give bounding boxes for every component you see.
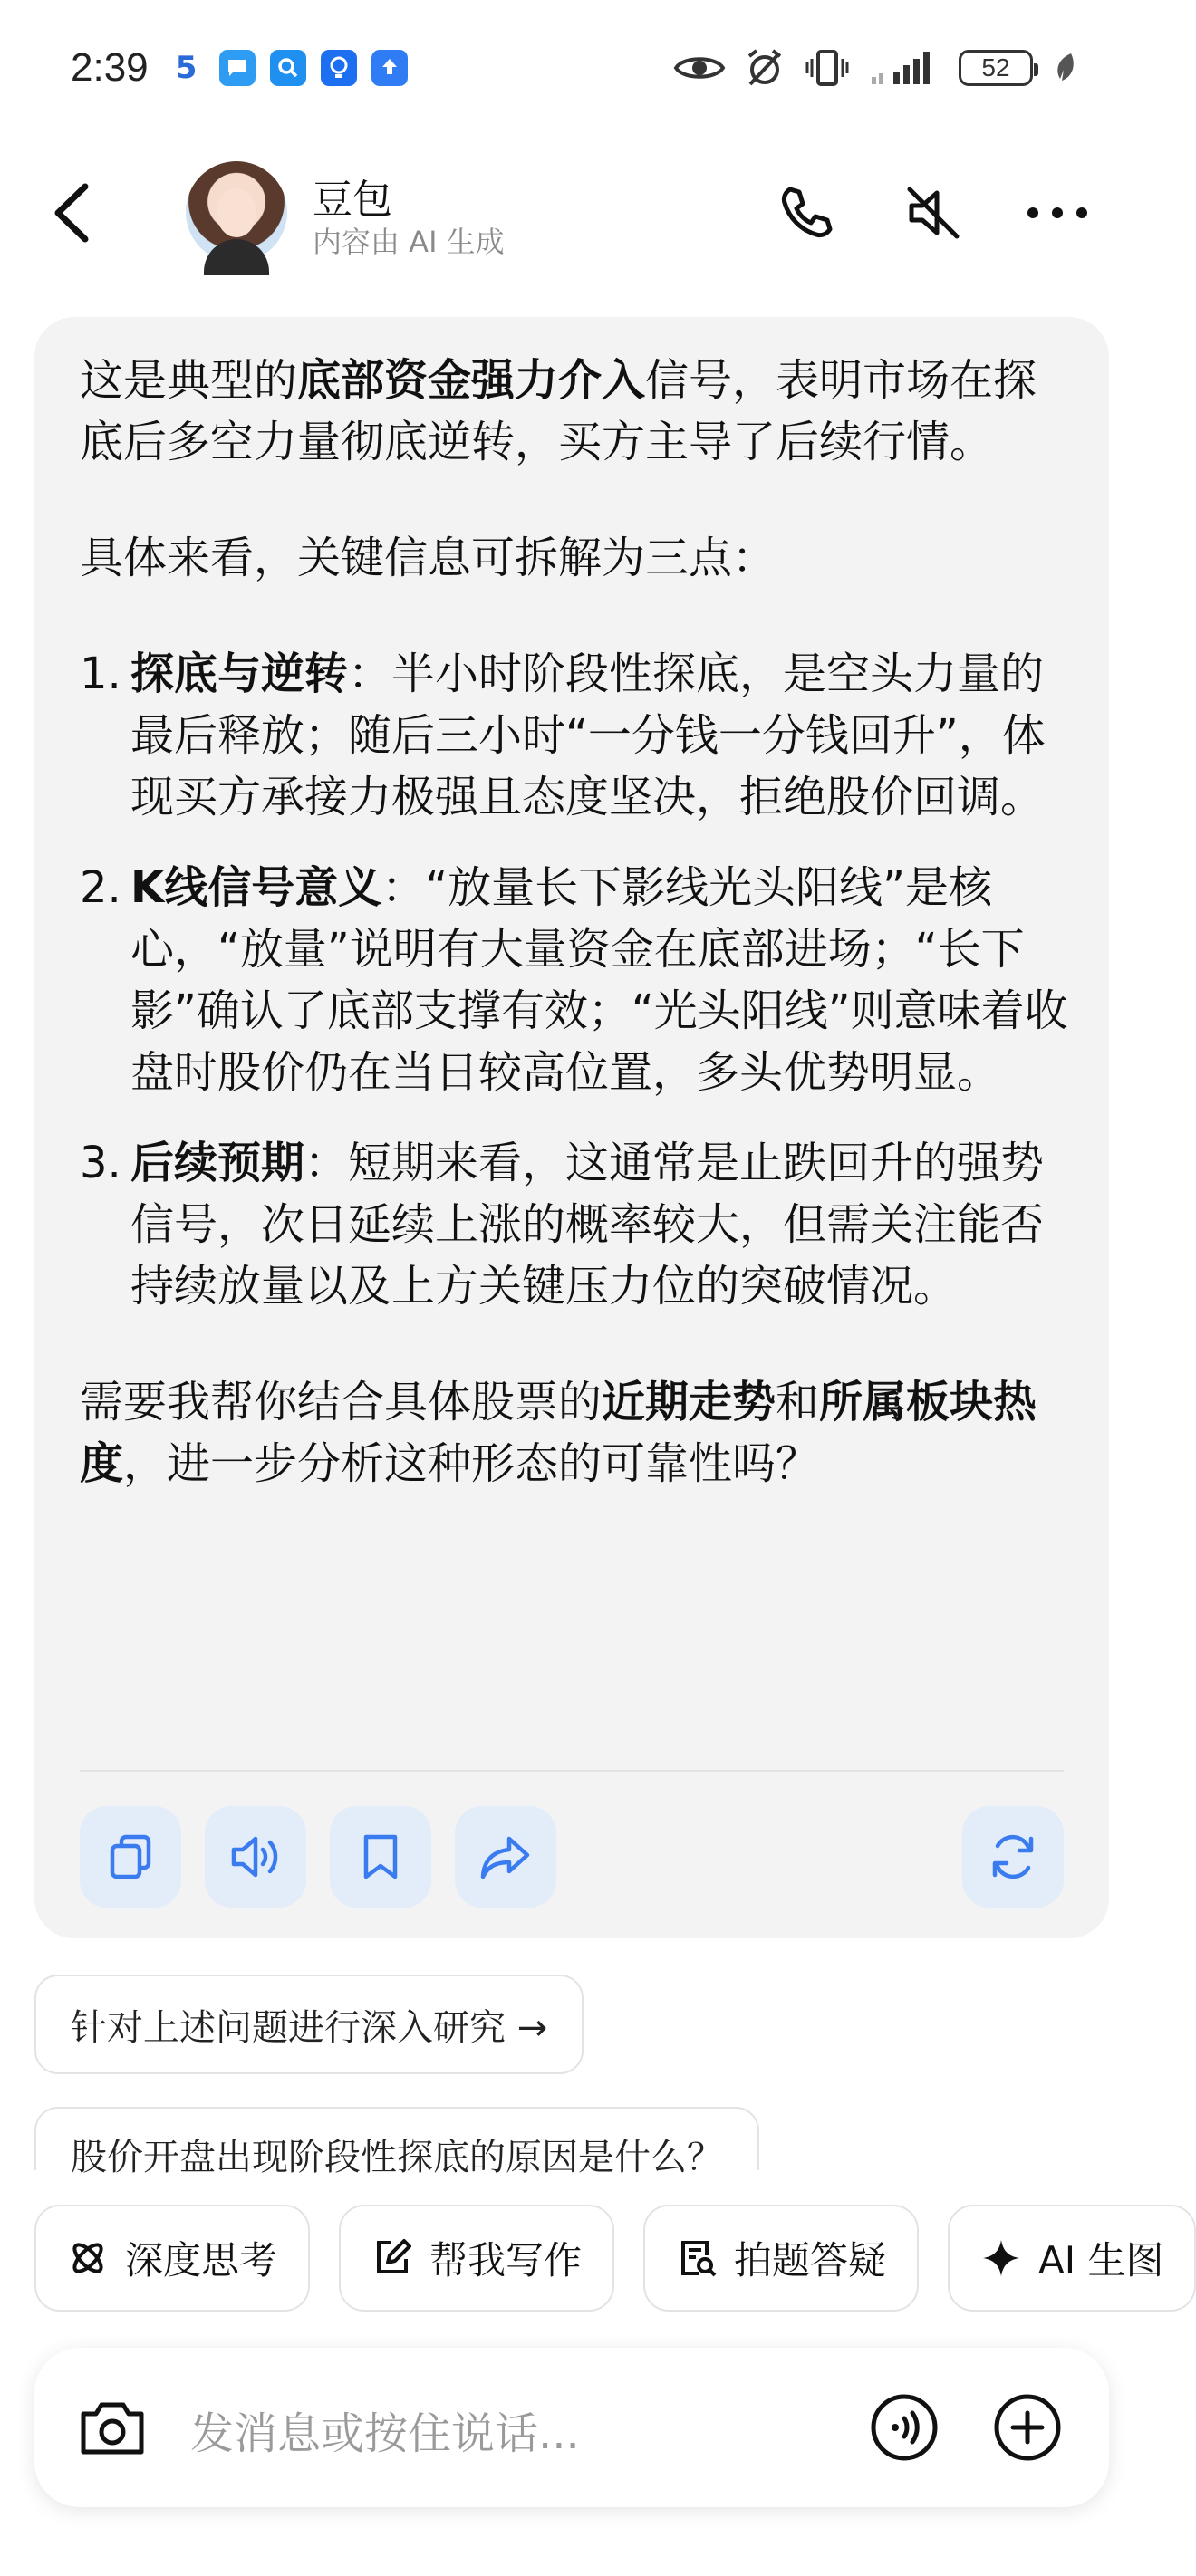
closing-mid: 和 — [776, 1377, 820, 1427]
alarm-off-icon — [745, 48, 785, 88]
list-item-text: ：“放量长下影线光头阳线”是核心，“放量”说明有大量资金在底部进场；“长下影”确认了底部支撑有效；“光头阳线”则意味着收盘时股价仍在当日较高位置，多头优势明显。 — [130, 862, 1068, 1098]
list-item-title: K线信号意义 — [130, 862, 382, 913]
closing-bold-sector: 所属板块热度 — [80, 1377, 1037, 1489]
intro-prefix: 这是典型的 — [80, 355, 298, 406]
tool-writing[interactable] — [339, 2205, 614, 2312]
app-5-icon: 5 — [169, 50, 205, 86]
message-input[interactable]: 发消息或按住说话... — [190, 2408, 580, 2459]
bookmark-icon — [359, 1831, 402, 1882]
voice-wave-icon — [868, 2391, 940, 2464]
copy-button[interactable] — [80, 1806, 181, 1908]
tool-label: 帮我写作 — [429, 2238, 583, 2283]
sparkle-icon — [980, 2237, 1022, 2279]
eye-icon — [674, 52, 725, 84]
list-number: 3. — [80, 1138, 121, 1188]
doc-search-icon — [676, 2237, 718, 2279]
intro-bold: 底部资金强力介入 — [297, 355, 646, 406]
ai-message-card — [34, 317, 1109, 1938]
search-app-icon — [270, 50, 306, 86]
vibrate-icon — [805, 48, 850, 88]
list-number: 1. — [80, 649, 121, 699]
chat-app-icon — [219, 50, 256, 86]
tool-deep-think[interactable] — [34, 2205, 310, 2312]
avatar-body — [204, 239, 269, 275]
closing-suffix: ，进一步分析这种形态的可靠性吗？ — [123, 1438, 820, 1489]
speaker-icon — [228, 1831, 283, 1882]
intro-suffix: 信号，表明市场在探底后多空力量彻底逆转，买方主导了后续行情。 — [80, 355, 1037, 467]
call-button[interactable] — [775, 181, 838, 245]
chevron-left-icon — [45, 181, 100, 245]
regenerate-button[interactable] — [962, 1806, 1064, 1908]
voice-button[interactable] — [868, 2391, 940, 2464]
speaker-off-icon — [904, 184, 962, 242]
message-body — [80, 350, 1076, 1495]
list-item — [80, 1132, 1076, 1317]
clock: 2:39 — [71, 45, 149, 90]
list-item — [80, 643, 1076, 828]
plus-circle-icon — [991, 2391, 1064, 2464]
avatar-face — [217, 188, 256, 237]
bulb-app-icon — [321, 50, 357, 86]
phone-icon — [777, 184, 835, 242]
list-item — [80, 857, 1076, 1103]
copy-icon — [105, 1831, 156, 1882]
more-horizontal-icon — [1026, 204, 1089, 222]
list-item-title: 后续预期 — [130, 1138, 305, 1188]
tool-label: 拍题答疑 — [734, 2238, 887, 2283]
system-icons — [674, 48, 1076, 88]
tool-ai-image[interactable] — [948, 2205, 1196, 2312]
suggestion-chip-research[interactable]: 针对上述问题进行深入研究 → — [34, 1975, 584, 2074]
upload-app-icon — [371, 50, 408, 86]
signal-icon — [870, 50, 939, 86]
quick-tools-row — [0, 2205, 1164, 2313]
refresh-icon — [986, 1830, 1040, 1884]
suggestion-chip-question[interactable]: 股价开盘出现阶段性探底的原因是什么？ — [34, 2107, 759, 2170]
list-item-text: ：半小时阶段性探底，是空头力量的最后释放；随后三小时“一分钱一分钱回升”，体现买方承接力极强且态度坚决，拒绝股价回调。 — [130, 649, 1046, 822]
camera-button[interactable] — [76, 2391, 149, 2464]
bookmark-button[interactable] — [330, 1806, 431, 1908]
lead-paragraph: 具体来看，关键信息可拆解为三点： — [80, 533, 776, 583]
leaf-icon — [1053, 52, 1076, 84]
tool-label: AI 生图 — [1038, 2238, 1164, 2283]
read-aloud-button[interactable] — [205, 1806, 306, 1908]
tool-label: 深度思考 — [125, 2238, 278, 2283]
notification-icons — [169, 50, 408, 86]
bot-avatar[interactable] — [186, 161, 287, 263]
bot-name[interactable]: 豆包 — [313, 177, 392, 223]
card-divider — [80, 1770, 1064, 1772]
camera-icon — [78, 2396, 147, 2459]
tool-photo-question[interactable] — [643, 2205, 919, 2312]
share-button[interactable] — [455, 1806, 556, 1908]
intro-paragraph — [80, 350, 1076, 473]
back-button[interactable] — [45, 181, 100, 245]
mute-button[interactable] — [902, 181, 965, 245]
closing-bold-trend: 近期走势 — [602, 1377, 776, 1427]
ai-disclaimer: 内容由 AI 生成 — [313, 225, 505, 259]
list-item-title: 探底与逆转 — [130, 649, 349, 699]
edit-icon — [371, 2237, 413, 2279]
more-button[interactable] — [1026, 181, 1089, 245]
share-icon — [478, 1831, 533, 1882]
chat-header — [0, 145, 1142, 281]
list-number: 2. — [80, 862, 121, 913]
status-bar — [0, 0, 1142, 136]
battery-indicator: 52 — [959, 50, 1033, 86]
add-button[interactable] — [991, 2391, 1064, 2464]
closing-paragraph — [80, 1371, 1076, 1495]
atom-icon — [67, 2237, 109, 2279]
message-input-bar — [34, 2348, 1109, 2507]
closing-prefix: 需要我帮你结合具体股票的 — [80, 1377, 603, 1427]
list-item-text: ：短期来看，这通常是止跌回升的强势信号，次日延续上涨的概率较大，但需关注能否持续放量以及上方关键压力位的突破情况。 — [130, 1138, 1045, 1312]
